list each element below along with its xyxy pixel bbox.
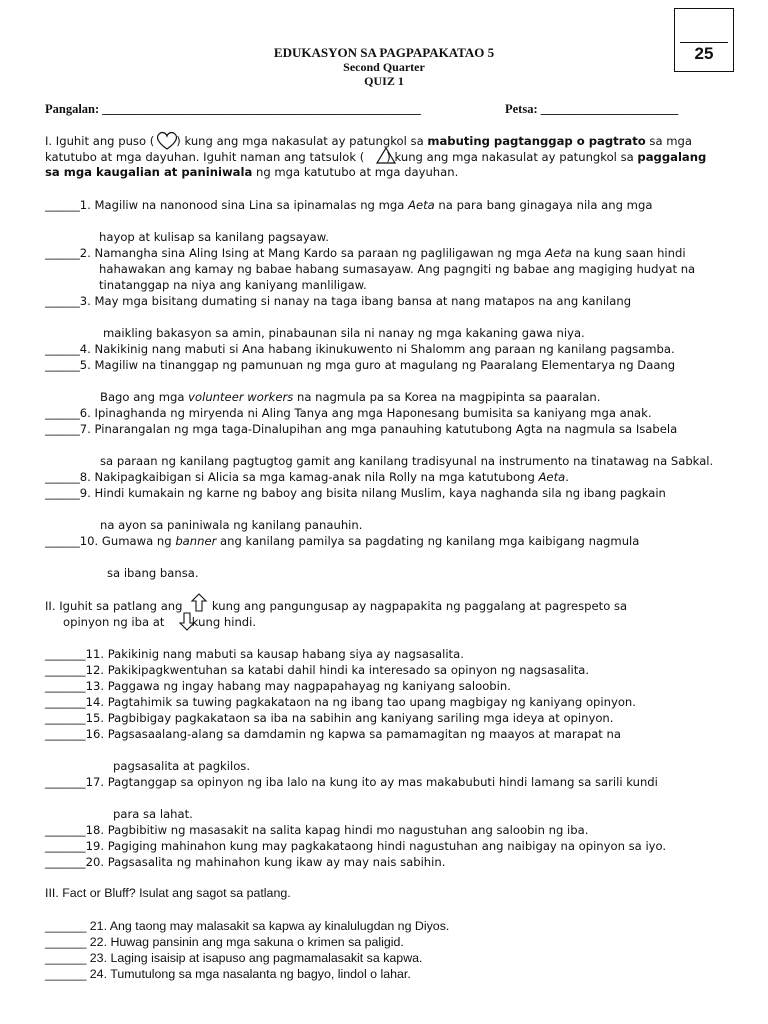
question-7: ______7. Pinarangalan ng mga taga-Dinalupihan ang mga panauhing katutubong Agta na nagmula sa Isabela <box>45 422 678 436</box>
part1-instruction-line1: I. Iguhit ang puso ( ) kung ang mga nakasulat ay patungkol sa mabuting pagtanggap o pagtrato sa mga <box>45 134 693 148</box>
question-24: ______ 24. Tumutulong sa mga nasalanta ng bagyo, lindol o lahar. <box>45 967 411 981</box>
question-20: _______20. Pagsasalita ng mahinahon kung ikaw ay may nais sabihin. <box>45 855 446 869</box>
question-21: ______ 21. Ang taong may malasakit sa kapwa ay kinalulugdan ng Diyos. <box>45 919 450 933</box>
quarter-label: Second Quarter <box>343 60 425 74</box>
question-6: ______6. Ipinaghanda ng miryenda ni Aling Tanya ang mga Haponesang bumisita sa kaniyang mga anak. <box>45 406 652 420</box>
score-blank-line <box>680 42 728 43</box>
question-3-cont: maikling bakasyon sa amin, pinabaunan sila ni nanay ng mga kakaning gawa niya. <box>103 326 585 340</box>
question-2-cont2: tinatanggap na niya ang kaniyang manliligaw. <box>99 278 367 292</box>
triangle-icon <box>375 147 397 165</box>
question-4: ______4. Nakikinig nang mabuti si Ana habang ikinukuwento ni Shalomm ang paraan ng kanilang pagsamba. <box>45 342 675 356</box>
question-10-cont: sa ibang bansa. <box>107 566 199 580</box>
heart-icon <box>155 131 179 151</box>
part1-instruction-line2: katutubo at mga dayuhan. Iguhit naman ang tatsulok ( ) kung ang mga nakasulat ay patungkol sa paggalang <box>45 150 707 164</box>
question-9-cont: na ayon sa paniniwala ng kanilang panauhin. <box>100 518 363 532</box>
question-2: ______2. Namangha sina Aling Ising at Mang Kardo sa paraan ng pagliligawan ng mga Aeta na kung saan hindi <box>45 246 686 260</box>
part2-instruction-line2: opinyon ng iba at kung hindi. <box>63 615 257 629</box>
question-13: _______13. Paggawa ng ingay habang may nagpapahayag ng kaniyang saloobin. <box>45 679 511 693</box>
part1-instruction-line3: sa mga kaugalian at paniniwala ng mga katutubo at mga dayuhan. <box>45 165 459 179</box>
question-3: ______3. May mga bisitang dumating si nanay na taga ibang bansa at nang matapos na ang kanilang <box>45 294 632 308</box>
quiz-label: QUIZ 1 <box>364 74 404 88</box>
question-2-cont1: hahawakan ang kamay ng babae habang sumasayaw. Ang pagngiti ng babae ang magiging hudyat na <box>99 262 696 276</box>
question-1: ______1. Magiliw na nanonood sina Lina sa ipinamalas ng mga Aeta na para bang ginagaya nila ang mga <box>45 198 653 212</box>
arrow-up-icon <box>190 593 208 613</box>
part2-instruction-line1: II. Iguhit sa patlang ang kung ang pangungusap ay nagpapakita ng paggalang at pagrespeto sa <box>45 599 628 613</box>
question-5-cont: Bago ang mga volunteer workers na nagmula pa sa Korea na magpipinta sa paaralan. <box>100 390 601 404</box>
question-23: ______ 23. Laging isaisip at isapuso ang pagmamalasakit sa kapwa. <box>45 951 423 965</box>
name-field[interactable]: Pangalan: ___________________________________________________ <box>45 102 422 116</box>
question-16-cont: pagsasalita at pagkilos. <box>113 759 251 773</box>
question-15: _______15. Pagbibigay pagkakataon sa iba na sabihin ang kaniyang sariling mga ideya at opinyon. <box>45 711 614 725</box>
question-22: ______ 22. Huwag pansinin ang mga sakuna o krimen sa paligid. <box>45 935 404 949</box>
question-7-cont: sa paraan ng kanilang pagtugtog gamit ang kanilang tradisyunal na instrumento na tinatawag na Sabkal. <box>100 454 714 468</box>
question-17-cont: para sa lahat. <box>113 807 193 821</box>
date-field[interactable]: Petsa: ______________________ <box>505 102 679 116</box>
question-9: ______9. Hindi kumakain ng karne ng baboy ang bisita nilang Muslim, kaya naghanda sila ng ibang pagkain <box>45 486 666 500</box>
question-10: ______10. Gumawa ng banner ang kanilang pamilya sa pagdating ng kanilang mga kaibigang nagmula <box>45 534 640 548</box>
question-16: _______16. Pagsasaalang-alang sa damdamin ng kapwa sa pamamagitan ng maayos at marapat na <box>45 727 621 741</box>
question-18: _______18. Pagbibitiw ng masasakit na salita kapag hindi mo nagustuhan ang saloobin ng iba. <box>45 823 589 837</box>
quiz-subject-title: EDUKASYON SA PAGPAPAKATAO 5 <box>273 45 495 60</box>
part3-instruction: III. Fact or Bluff? Isulat ang sagot sa patlang. <box>45 886 291 900</box>
question-14: _______14. Pagtahimik sa tuwing pagkakataon na ng ibang tao upang magbigay ng kaniyang opinyon. <box>45 695 636 709</box>
total-score: 25 <box>694 44 714 63</box>
question-5: ______5. Magiliw na tinanggap ng pamunuan ng mga guro at magulang ng Paaralang Elementarya ng Daang <box>45 358 676 372</box>
question-17: _______17. Pagtanggap sa opinyon ng iba lalo na kung ito ay mas makabubuti hindi lamang sa sarili kundi <box>45 775 658 789</box>
question-11: _______11. Pakikinig nang mabuti sa kausap habang siya ay nagsasalita. <box>45 647 464 661</box>
question-12: _______12. Pakikipagkwentuhan sa katabi dahil hindi ka interesado sa opinyon ng nagsasalita. <box>45 663 590 677</box>
question-1-cont: hayop at kulisap sa kanilang pagsayaw. <box>99 230 329 244</box>
question-8: ______8. Nakipagkaibigan si Alicia sa mga kamag-anak nila Rolly na mga katutubong Aeta. <box>45 470 569 484</box>
question-19: _______19. Pagiging mahinahon kung may pagkakataong hindi nagustuhan ang naibigay na opinyon sa iyo. <box>45 839 667 853</box>
arrow-down-icon <box>178 611 196 631</box>
